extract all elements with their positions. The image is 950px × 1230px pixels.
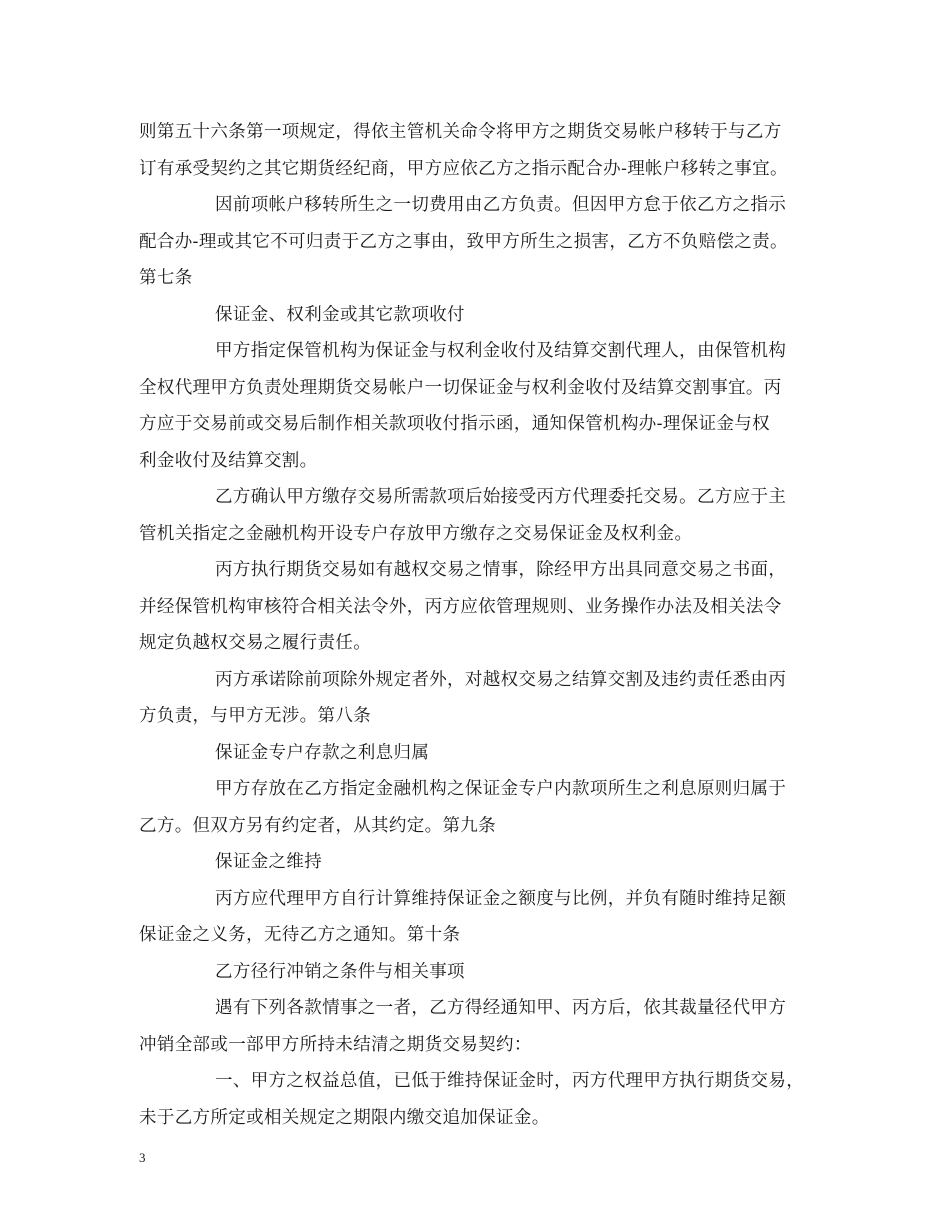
text-line: 一、甲方之权益总值，已低于维持保证金时，丙方代理甲方执行期货交易，: [215, 1071, 805, 1091]
text-line: 则第五十六条第一项规定，得依主管机关命令将甲方之期货交易帐户移转于与乙方: [139, 122, 782, 142]
text-line: 丙方承诺除前项除外规定者外，对越权交易之结算交割及违约责任悉由丙: [215, 669, 787, 690]
text-line: 遇有下列各款情事之一者，乙方得经通知甲、丙方后，依其裁量径代甲方: [215, 998, 787, 1018]
article-heading: 第七条: [139, 268, 193, 288]
text-line: 丙方应代理甲方自行计算维持保证金之额度与比例，并负有随时维持足额: [215, 888, 787, 909]
text-line: 冲销全部或一部甲方所持未结清之期货交易契约：: [139, 1034, 532, 1055]
text-line: 未于乙方所定或相关规定之期限内缴交追加保证金。: [139, 1107, 550, 1128]
document-body: [139, 114, 819, 1136]
article-title: 保证金之维持: [215, 852, 323, 872]
article-title: 乙方径行冲销之条件与相关事项: [215, 961, 465, 982]
text-line: 全权代理甲方负责处理期货交易帐户一切保证金与权利金收付及结算交割事宜。丙: [139, 377, 782, 398]
text-line: 乙方确认甲方缴存交易所需款项后始接受丙方代理委托交易。乙方应于主: [215, 487, 787, 507]
text-line: 丙方执行期货交易如有越权交易之情事，除经甲方出具同意交易之书面，: [215, 560, 787, 580]
text-line: 并经保管机构审核符合相关法令外，丙方应依管理规则、业务操作办法及相关法令: [139, 596, 782, 617]
text-line: 订有承受契约之其它期货经纪商，甲方应依乙方之指示配合办-理帐户移转之事宜。: [139, 158, 788, 179]
article-title: 保证金、权利金或其它款项收付: [215, 304, 465, 325]
text-line: 规定负越权交易之履行责任。: [139, 633, 372, 653]
text-line: 保证金之义务，无待乙方之通知。第十条: [139, 925, 461, 945]
text-line: 甲方指定保管机构为保证金与权利金收付及结算交割代理人，由保管机构: [215, 341, 787, 361]
text-line: 乙方。但双方另有约定者，从其约定。第九条: [139, 815, 496, 836]
text-line: 管机关指定之金融机构开设专户存放甲方缴存之交易保证金及权利金。: [139, 523, 693, 544]
text-line: 因前项帐户移转所生之一切费用由乙方负责。但因甲方怠于依乙方之指示: [215, 195, 787, 215]
text-line: 方应于交易前或交易后制作相关款项收付指示函，通知保管机构办-理保证金与权: [139, 414, 771, 434]
article-title: 保证金专户存款之利息归属: [215, 742, 430, 763]
text-line: 配合办-理或其它不可归责于乙方之事由，致甲方所生之损害，乙方不负赔偿之责。: [139, 231, 788, 252]
text-line: 甲方存放在乙方指定金融机构之保证金专户内款项所生之利息原则归属于: [215, 779, 787, 799]
text-line: 方负责，与甲方无涉。第八条: [139, 706, 372, 726]
text-line: 利金收付及结算交割。: [139, 450, 318, 471]
page-number: 3: [139, 1150, 146, 1165]
